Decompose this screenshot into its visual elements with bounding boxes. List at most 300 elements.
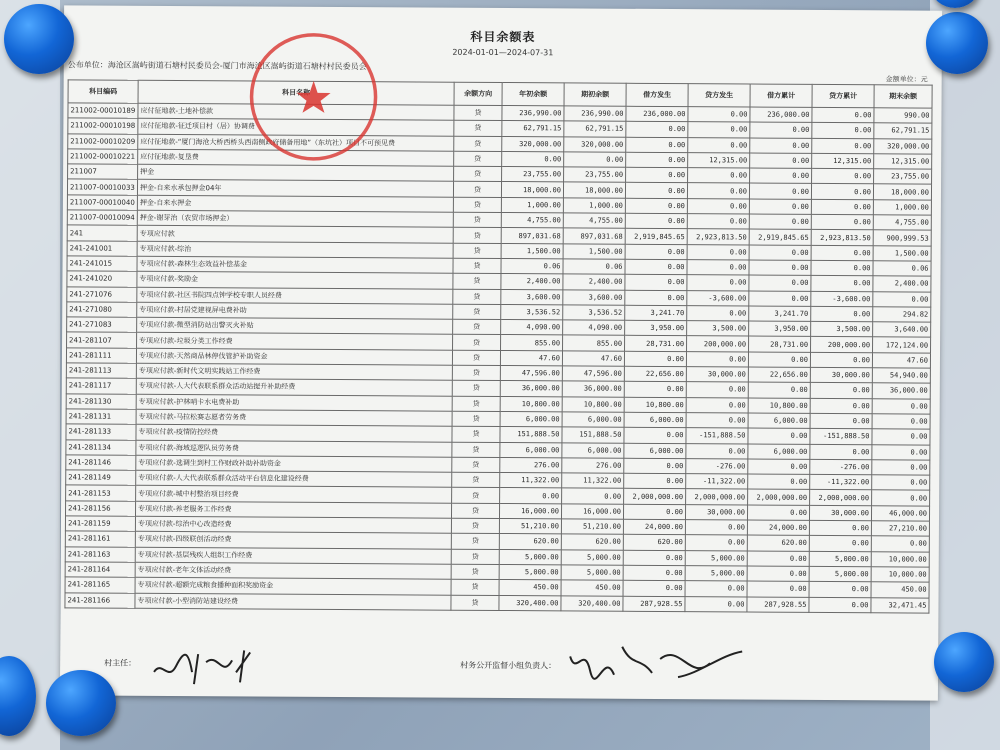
cell-debit-cumulative: 3,950.00: [749, 321, 811, 337]
cell-year-opening: 16,000.00: [499, 503, 561, 519]
cell-credit-cumulative: 0.00: [811, 260, 873, 276]
cell-period-opening: 18,000.00: [563, 182, 625, 198]
cell-direction: 贷: [453, 258, 501, 274]
cell-code: 241-281117: [66, 378, 136, 394]
cell-credit-cumulative: 30,000.00: [809, 505, 871, 521]
cell-closing: 23,755.00: [874, 169, 932, 185]
cell-year-opening: 855.00: [501, 335, 563, 351]
cell-code: 241-271080: [67, 302, 137, 318]
cell-debit: 0.00: [626, 152, 688, 168]
cell-debit-cumulative: 236,000.00: [750, 107, 812, 123]
cell-period-opening: 620.00: [561, 534, 623, 550]
cell-period-opening: 0.00: [562, 488, 624, 504]
cell-period-opening: 0.00: [564, 152, 626, 168]
cell-direction: 贷: [452, 381, 500, 397]
cell-direction: 贷: [454, 121, 502, 137]
cell-debit-cumulative: 0.00: [750, 153, 812, 169]
cell-credit-cumulative: 5,000.00: [809, 551, 871, 567]
cell-period-opening: 897,031.68: [563, 228, 625, 244]
cell-period-opening: 36,000.00: [562, 381, 624, 397]
cell-year-opening: 10,800.00: [500, 396, 562, 412]
cell-debit: 0.00: [625, 244, 687, 260]
cell-year-opening: 4,090.00: [501, 320, 563, 336]
cell-period-opening: 320,400.00: [561, 595, 623, 611]
village-chief-label: 村主任：: [104, 658, 137, 668]
cell-name: 专项应付款-老年文体活动经费: [135, 562, 451, 579]
cell-direction: 贷: [452, 426, 500, 442]
cell-debit: 0.00: [624, 351, 686, 367]
cell-year-opening: 3,536.52: [501, 304, 563, 320]
cell-credit: 0.00: [687, 244, 749, 260]
cell-credit: -3,600.00: [687, 290, 749, 306]
cell-year-opening: 3,600.00: [501, 289, 563, 305]
cell-credit: 0.00: [685, 581, 747, 597]
cell-direction: 贷: [452, 411, 500, 427]
cell-direction: 贷: [451, 579, 499, 595]
cell-debit-cumulative: 0.00: [749, 291, 811, 307]
cell-debit-cumulative: 28,731.00: [749, 336, 811, 352]
cell-closing: 36,000.00: [872, 383, 930, 399]
cell-credit-cumulative: 2,000,000.00: [810, 490, 872, 506]
cell-period-opening: 151,888.50: [562, 427, 624, 443]
cell-period-opening: 16,000.00: [561, 504, 623, 520]
cell-name: 专项应付款-人大代表联系群众活动站提升补助经费: [136, 379, 452, 396]
cell-credit: -11,322.00: [686, 474, 748, 490]
cell-credit: 2,000,000.00: [686, 489, 748, 505]
cell-credit: 0.00: [686, 397, 748, 413]
cell-year-opening: 18,000.00: [501, 182, 563, 198]
cell-debit-cumulative: 0.00: [748, 352, 810, 368]
chief-signature: [148, 642, 268, 689]
cell-debit: 0.00: [624, 427, 686, 443]
cell-name: 专项应付款-综治: [137, 241, 453, 258]
cell-credit-cumulative: 0.00: [810, 398, 872, 414]
cell-direction: 贷: [453, 304, 501, 320]
cell-debit-cumulative: 6,000.00: [748, 444, 810, 460]
cell-year-opening: 4,755.00: [501, 213, 563, 229]
cell-code: 241-281111: [66, 348, 136, 364]
cell-direction: 贷: [452, 472, 500, 488]
cell-period-opening: 1,500.00: [563, 244, 625, 260]
cell-credit: 0.00: [686, 351, 748, 367]
cell-debit-cumulative: 24,000.00: [747, 520, 809, 536]
cell-name: 押金-自来水押金: [137, 195, 453, 212]
cell-debit-cumulative: 2,919,845.65: [749, 229, 811, 245]
cell-debit: 28,731.00: [625, 336, 687, 352]
cell-closing: 27,210.00: [871, 521, 929, 537]
header-credit: 贷方发生: [688, 84, 750, 107]
cell-debit-cumulative: 0.00: [750, 168, 812, 184]
cell-credit: 0.00: [688, 122, 750, 138]
cell-closing: 320,000.00: [874, 138, 932, 154]
cell-name: 专项应付款-养老服务工作经费: [135, 501, 451, 518]
cell-credit-cumulative: -276.00: [810, 459, 872, 475]
header-period-opening: 期初余额: [564, 83, 626, 106]
cell-code: 241-281131: [66, 409, 136, 425]
cell-period-opening: 5,000.00: [561, 549, 623, 565]
cell-debit-cumulative: 6,000.00: [748, 413, 810, 429]
cell-year-opening: 36,000.00: [500, 381, 562, 397]
cell-debit: 0.00: [625, 213, 687, 229]
cell-debit-cumulative: 0.00: [748, 459, 810, 475]
cell-debit-cumulative: 0.00: [749, 260, 811, 276]
cell-code: 241: [67, 225, 137, 241]
cell-credit: -276.00: [686, 458, 748, 474]
cell-closing: 10,000.00: [871, 551, 929, 567]
cell-credit: 0.00: [686, 443, 748, 459]
official-seal-stamp: [245, 28, 382, 165]
cell-period-opening: 2,400.00: [563, 274, 625, 290]
cell-period-opening: 450.00: [561, 580, 623, 596]
cell-closing: 3,640.00: [873, 322, 931, 338]
cell-period-opening: 47,596.00: [562, 366, 624, 382]
cell-debit: 620.00: [623, 535, 685, 551]
document-title: 科目余额表: [470, 29, 536, 45]
cell-credit: 0.00: [685, 596, 747, 612]
magnet-top-left: [4, 4, 74, 74]
cell-credit: 0.00: [687, 214, 749, 230]
cell-year-opening: 6,000.00: [500, 411, 562, 427]
cell-credit: 0.00: [687, 183, 749, 199]
cell-name: 专项应付款-社区书院四点钟学校专职人员经费: [137, 287, 453, 304]
cell-debit-cumulative: 287,928.55: [747, 597, 809, 613]
cell-credit-cumulative: 0.00: [810, 352, 872, 368]
cell-debit-cumulative: 0.00: [747, 581, 809, 597]
cell-credit-cumulative: -151,888.50: [810, 429, 872, 445]
cell-direction: 贷: [452, 350, 500, 366]
cell-name: 专项应付款-新时代文明实践站工作经费: [136, 363, 452, 380]
header-direction: 余额方向: [454, 82, 502, 105]
cell-closing: 900,999.53: [873, 230, 931, 246]
balance-table: [64, 79, 932, 613]
header-credit-cumulative: 贷方累计: [812, 84, 874, 107]
supervisor-label: 村务公开监督小组负责人：: [460, 660, 557, 671]
cell-name: 押金-谢芽治（农贸市场押金）: [137, 210, 453, 227]
cell-closing: 1,500.00: [873, 245, 931, 261]
cell-credit: 0.00: [687, 275, 749, 291]
cell-debit-cumulative: 0.00: [750, 122, 812, 138]
cell-period-opening: 6,000.00: [562, 412, 624, 428]
cell-year-opening: 5,000.00: [499, 564, 561, 580]
cell-code: 241-281161: [65, 531, 135, 547]
cell-code: 241-281113: [66, 363, 136, 379]
cell-name: 押金-自来水承包押金04年: [137, 180, 453, 197]
cell-debit-cumulative: 0.00: [749, 214, 811, 230]
cell-debit-cumulative: 3,241.70: [749, 306, 811, 322]
cell-debit: 0.00: [624, 458, 686, 474]
cell-closing: 2,400.00: [873, 276, 931, 292]
cell-credit: 0.00: [688, 137, 750, 153]
cell-code: 241-281159: [65, 516, 135, 532]
cell-direction: 贷: [453, 212, 501, 228]
cell-closing: 0.00: [872, 444, 930, 460]
cell-direction: 贷: [453, 319, 501, 335]
magnet-bottom-left: [46, 670, 116, 736]
cell-credit: 5,000.00: [685, 550, 747, 566]
cell-code: 211002-00010189: [68, 103, 138, 119]
cell-name: 专项应付款-超额完成粮食播种面积奖励资金: [135, 577, 451, 594]
cell-debit: 6,000.00: [624, 412, 686, 428]
cell-debit-cumulative: 0.00: [749, 199, 811, 215]
cell-direction: 贷: [451, 595, 499, 611]
cell-direction: 贷: [451, 564, 499, 580]
cell-year-opening: 23,755.00: [502, 167, 564, 183]
cell-code: 241-271076: [67, 286, 137, 302]
cell-debit: 0.00: [626, 167, 688, 183]
cell-direction: 贷: [453, 182, 501, 198]
cell-closing: 450.00: [871, 582, 929, 598]
cell-debit: 22,656.00: [624, 366, 686, 382]
cell-name: 专项应付款-村居党建视屏电费补助: [137, 302, 453, 319]
cell-period-opening: 276.00: [562, 458, 624, 474]
cell-direction: 贷: [452, 365, 500, 381]
cell-credit: 0.00: [687, 305, 749, 321]
cell-code: 241-241015: [67, 256, 137, 272]
cell-closing: 62,791.15: [874, 123, 932, 139]
cell-name: 应付征地款-“厦门海沧大桥西桥头西南侧政府储备用地”（东坑社）项目不可预见费: [138, 134, 454, 151]
cell-credit-cumulative: 0.00: [812, 169, 874, 185]
cell-period-opening: 4,755.00: [563, 213, 625, 229]
header-year-opening: 年初余额: [502, 83, 564, 106]
cell-credit: 12,315.00: [688, 153, 750, 169]
cell-debit: 0.00: [624, 382, 686, 398]
cell-direction: 贷: [454, 166, 502, 182]
cell-closing: 0.00: [872, 414, 930, 430]
cell-debit: 0.00: [623, 504, 685, 520]
header-name: 科目名称: [138, 80, 454, 105]
publishing-unit: 公布单位：海沧区嵩屿街道石塘村民委员会-厦门市海沧区嵩屿街道石塘村村民委员会: [67, 60, 367, 72]
cell-debit-cumulative: 0.00: [749, 275, 811, 291]
cell-year-opening: 236,990.00: [502, 106, 564, 122]
cell-closing: 10,000.00: [871, 567, 929, 583]
cell-direction: 贷: [451, 503, 499, 519]
magnet-top-right: [926, 12, 988, 74]
cell-debit-cumulative: 0.00: [748, 474, 810, 490]
cell-code: 241-281146: [66, 455, 136, 471]
cell-credit-cumulative: 200,000.00: [811, 337, 873, 353]
supervisor-signature: [560, 636, 750, 689]
cell-year-opening: 11,322.00: [500, 473, 562, 489]
cell-code: 241-241020: [67, 271, 137, 287]
cell-credit-cumulative: 30,000.00: [810, 367, 872, 383]
cell-direction: 贷: [451, 534, 499, 550]
cell-credit-cumulative: 0.00: [810, 383, 872, 399]
header-closing: 期末余额: [874, 85, 932, 108]
cell-code: 241-281164: [65, 562, 135, 578]
cell-name: 专项应付款-综治中心改造经费: [135, 516, 451, 533]
cell-credit-cumulative: 0.00: [809, 536, 871, 552]
cell-debit: 0.00: [623, 580, 685, 596]
cell-credit-cumulative: 0.00: [811, 306, 873, 322]
cell-closing: 0.00: [871, 536, 929, 552]
cell-debit: 10,800.00: [624, 397, 686, 413]
cell-debit-cumulative: 0.00: [747, 551, 809, 567]
cell-credit: 200,000.00: [687, 336, 749, 352]
cell-period-opening: 62,791.15: [564, 121, 626, 137]
cell-code: 241-281133: [66, 424, 136, 440]
cell-code: 241-241001: [67, 241, 137, 257]
cell-debit: 0.00: [626, 137, 688, 153]
cell-direction: 贷: [454, 136, 502, 152]
cell-code: 211002-00010221: [68, 149, 138, 165]
cell-direction: 贷: [452, 442, 500, 458]
cell-debit: 2,919,845.65: [625, 229, 687, 245]
cell-credit-cumulative: 0.00: [811, 245, 873, 261]
cell-debit: 0.00: [624, 473, 686, 489]
cell-debit: 236,000.00: [626, 106, 688, 122]
header-code: 科目编码: [68, 80, 138, 103]
cell-closing: 47.60: [872, 353, 930, 369]
cell-direction: 贷: [451, 518, 499, 534]
cell-debit-cumulative: 0.00: [750, 138, 812, 154]
cell-credit-cumulative: 0.00: [810, 444, 872, 460]
cell-credit-cumulative: 2,923,813.50: [811, 230, 873, 246]
cell-name: 专项应付款-基层残疾人组织工作经费: [135, 547, 451, 564]
cell-name: 专项应付款-奖励金: [137, 272, 453, 289]
cell-credit: 0.00: [685, 520, 747, 536]
cell-year-opening: 6,000.00: [500, 442, 562, 458]
cell-closing: 294.82: [873, 307, 931, 323]
cell-closing: 0.00: [872, 398, 930, 414]
cell-credit: 0.00: [687, 260, 749, 276]
cell-year-opening: 5,000.00: [499, 549, 561, 565]
cell-debit-cumulative: 0.00: [748, 382, 810, 398]
cell-credit: 0.00: [688, 168, 750, 184]
cell-name: 专项应付款-选调生到村工作财政补助补助资金: [136, 455, 452, 472]
cell-debit: 6,000.00: [624, 443, 686, 459]
cell-name: 应付征地款-土地补偿款: [138, 103, 454, 120]
cell-name: 应付征地款-征迁项目村（居）协调费: [138, 119, 454, 136]
cell-period-opening: 236,990.00: [564, 106, 626, 122]
cell-year-opening: 151,888.50: [500, 427, 562, 443]
cell-direction: 贷: [452, 396, 500, 412]
cell-direction: 贷: [454, 151, 502, 167]
cell-code: 211007-00010040: [67, 195, 137, 211]
cell-name: 专项应付款-小型消防站建设经费: [135, 593, 451, 610]
cell-direction: 贷: [452, 488, 500, 504]
cell-period-opening: 3,600.00: [563, 289, 625, 305]
cell-debit-cumulative: 620.00: [747, 535, 809, 551]
cell-direction: 贷: [453, 335, 501, 351]
cell-credit: 30,000.00: [685, 504, 747, 520]
cell-debit: 3,950.00: [625, 320, 687, 336]
cell-name: 专项应付款-人大代表联系群众活动平台信息化建设经费: [136, 470, 452, 487]
cell-credit: 5,000.00: [685, 566, 747, 582]
cell-credit-cumulative: 0.00: [812, 107, 874, 123]
cell-name: 专项应付款-四级联创活动经费: [135, 532, 451, 549]
cell-year-opening: 47.60: [500, 350, 562, 366]
cell-credit-cumulative: 0.00: [811, 276, 873, 292]
cell-year-opening: 47,596.00: [500, 366, 562, 382]
cell-closing: 0.00: [873, 291, 931, 307]
cell-name: 押金: [138, 164, 454, 181]
cell-direction: 贷: [453, 273, 501, 289]
cell-code: 241-281149: [66, 470, 136, 486]
cell-name: 专项应付款-海域巡逻队员劳务费: [136, 440, 452, 457]
cell-debit: 0.00: [625, 183, 687, 199]
header-debit: 借方发生: [626, 83, 688, 106]
cell-closing: 990.00: [874, 108, 932, 124]
cell-credit: 0.00: [687, 198, 749, 214]
magnet-bottom-right: [934, 632, 994, 692]
cell-credit-cumulative: 3,500.00: [811, 322, 873, 338]
cell-name: 应付征地款-复垦费: [138, 149, 454, 166]
cell-year-opening: 320,000.00: [502, 136, 564, 152]
cell-credit-cumulative: 0.00: [811, 184, 873, 200]
cell-direction: 贷: [453, 243, 501, 259]
cell-period-opening: 23,755.00: [564, 167, 626, 183]
cell-code: 211007-00010033: [67, 179, 137, 195]
cell-period-opening: 0.06: [563, 259, 625, 275]
cell-closing: 172,124.00: [873, 337, 931, 353]
cell-period-opening: 1,000.00: [563, 198, 625, 214]
cell-debit: 0.00: [623, 565, 685, 581]
cell-credit-cumulative: 0.00: [809, 520, 871, 536]
cell-credit-cumulative: 0.00: [812, 138, 874, 154]
cell-credit-cumulative: 0.00: [812, 123, 874, 139]
cell-credit: 30,000.00: [686, 367, 748, 383]
cell-year-opening: 2,400.00: [501, 274, 563, 290]
cell-closing: 18,000.00: [873, 184, 931, 200]
cell-debit: 0.00: [625, 198, 687, 214]
cell-closing: 46,000.00: [871, 505, 929, 521]
cell-year-opening: 62,791.15: [502, 121, 564, 137]
cell-year-opening: 0.06: [501, 258, 563, 274]
cell-closing: 0.06: [873, 261, 931, 277]
cell-year-opening: 276.00: [500, 457, 562, 473]
cell-closing: 0.00: [872, 429, 930, 445]
cell-year-opening: 0.00: [500, 488, 562, 504]
cell-code: 241-281163: [65, 546, 135, 562]
cell-debit-cumulative: 0.00: [749, 245, 811, 261]
cell-code: 211007: [68, 164, 138, 180]
cell-code: 241-281134: [66, 439, 136, 455]
cell-debit: 287,928.55: [623, 596, 685, 612]
cell-debit-cumulative: 0.00: [749, 183, 811, 199]
cell-name: 专项应付款-垃圾分类工作经费: [137, 333, 453, 350]
cell-debit-cumulative: 2,000,000.00: [748, 489, 810, 505]
cell-code: 241-271083: [67, 317, 137, 333]
cell-closing: 32,471.45: [871, 597, 929, 613]
cell-debit: 0.00: [623, 550, 685, 566]
cell-debit: 2,000,000.00: [624, 489, 686, 505]
cell-direction: 贷: [454, 105, 502, 121]
cell-period-opening: 3,536.52: [563, 305, 625, 321]
cell-credit-cumulative: 0.00: [809, 597, 871, 613]
cell-period-opening: 4,090.00: [563, 320, 625, 336]
header-debit-cumulative: 借方累计: [750, 84, 812, 107]
cell-year-opening: 1,500.00: [501, 243, 563, 259]
cell-credit-cumulative: 0.00: [809, 582, 871, 598]
cell-debit: 24,000.00: [623, 519, 685, 535]
cell-credit-cumulative: 5,000.00: [809, 566, 871, 582]
cell-closing: 0.00: [872, 460, 930, 476]
cell-code: 211002-00010209: [68, 133, 138, 149]
cell-credit: 0.00: [686, 382, 748, 398]
cell-direction: 贷: [451, 549, 499, 565]
cell-direction: 贷: [452, 457, 500, 473]
cell-credit: 2,923,813.50: [687, 229, 749, 245]
amount-unit: 金额单位：元: [885, 75, 928, 84]
cell-debit: 0.00: [625, 275, 687, 291]
cell-credit: 0.00: [685, 535, 747, 551]
cell-closing: 12,315.00: [874, 154, 932, 170]
cell-debit: 3,241.70: [625, 305, 687, 321]
cell-period-opening: 47.60: [562, 351, 624, 367]
cell-name: 专项应付款-疫情防控经费: [136, 425, 452, 442]
cell-debit: 0.00: [626, 122, 688, 138]
cell-debit-cumulative: 0.00: [747, 505, 809, 521]
